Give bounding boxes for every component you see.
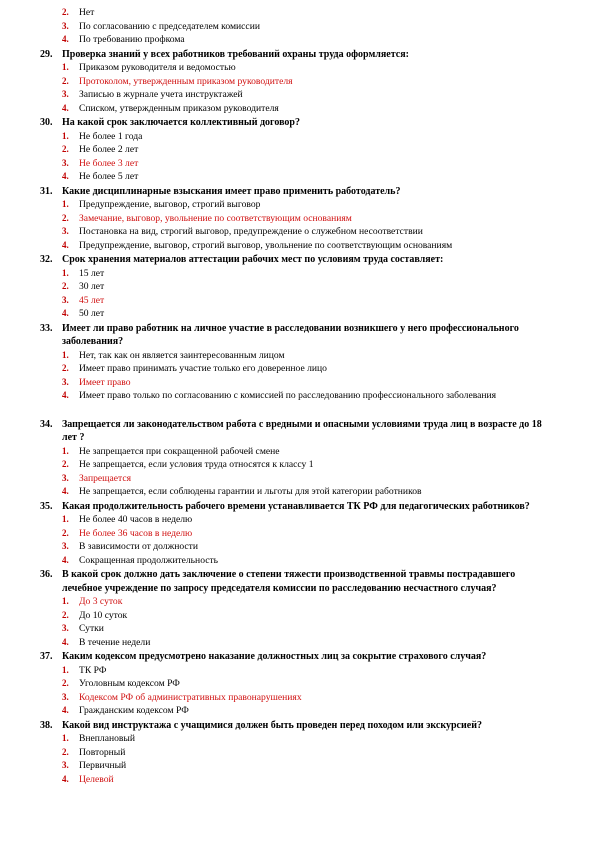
answer-option bbox=[0, 102, 595, 116]
answer-number: 1. bbox=[62, 664, 69, 675]
answer-text: До 3 суток bbox=[79, 596, 123, 607]
answer-option bbox=[0, 664, 595, 678]
answer-option bbox=[0, 759, 595, 773]
answer-number: 2. bbox=[62, 363, 69, 373]
answer-option bbox=[0, 225, 595, 239]
answer-text: Не более 2 лет bbox=[79, 144, 139, 155]
answer-number: 2. bbox=[62, 609, 69, 620]
answer-option bbox=[0, 677, 595, 691]
answer-number: 2. bbox=[62, 746, 69, 757]
answer-text: Приказом руководителя и ведомостью bbox=[79, 62, 236, 73]
answer-option bbox=[0, 198, 595, 212]
answer-option bbox=[0, 88, 595, 102]
answer-option-correct bbox=[0, 472, 595, 486]
answer-text: 30 лет bbox=[79, 281, 105, 292]
answer-option bbox=[0, 636, 595, 650]
answer-text: ТК РФ bbox=[79, 664, 107, 676]
answer-text: В зависимости от должности bbox=[79, 541, 198, 552]
answer-number: 1. bbox=[62, 62, 69, 72]
answer-option-correct bbox=[0, 773, 595, 787]
question bbox=[0, 322, 595, 349]
answer-text: По согласованию с председателем комиссии bbox=[79, 20, 260, 32]
answer-option bbox=[0, 143, 595, 157]
answer-number: 3. bbox=[62, 623, 69, 633]
answer-option-correct bbox=[0, 595, 595, 609]
question-number: 32. bbox=[40, 254, 53, 265]
answer-number: 3. bbox=[62, 376, 69, 387]
question-number: 35. bbox=[40, 500, 53, 512]
question-number: 29. bbox=[40, 48, 53, 60]
answer-option bbox=[0, 458, 595, 472]
answer-number: 4. bbox=[62, 636, 69, 647]
answer-text: Не более 36 часов в неделю bbox=[79, 527, 193, 539]
answer-option bbox=[0, 280, 595, 294]
answer-text: Списком, утвержденным приказом руководителя bbox=[79, 102, 279, 114]
answer-text: Не более 40 часов в неделю bbox=[79, 514, 193, 525]
answer-option-correct bbox=[0, 527, 595, 541]
answer-option bbox=[0, 362, 595, 376]
answer-text: 50 лет bbox=[79, 308, 105, 319]
answer-number: 1. bbox=[62, 445, 69, 456]
answer-option bbox=[0, 732, 595, 746]
answer-text: Гражданским кодексом РФ bbox=[79, 705, 189, 716]
answer-number: 4. bbox=[62, 705, 69, 715]
answer-number: 3. bbox=[62, 760, 69, 770]
answer-option bbox=[0, 389, 595, 403]
answer-number: 3. bbox=[62, 89, 69, 99]
question-text: Какой вид инструктажа с учащимися должен быть проведен перед походом или экскурсией? bbox=[62, 719, 482, 731]
question bbox=[0, 418, 595, 445]
answer-number: 4. bbox=[62, 171, 69, 181]
answer-text: 15 лет bbox=[79, 267, 105, 279]
answer-text: Запрещается bbox=[79, 472, 132, 484]
answer-text: Не более 1 года bbox=[79, 130, 143, 142]
answer-number: 2. bbox=[62, 527, 69, 538]
question-number: 37. bbox=[40, 651, 53, 662]
question bbox=[0, 719, 595, 733]
answer-option-correct bbox=[0, 294, 595, 308]
answer-number: 1. bbox=[62, 733, 69, 743]
answer-text: Записью в журнале учета инструктажей bbox=[79, 89, 243, 100]
answer-option bbox=[0, 33, 595, 47]
answer-option bbox=[0, 267, 595, 281]
section-gap bbox=[0, 403, 595, 417]
answer-option-correct bbox=[0, 75, 595, 89]
answer-text: В течение недели bbox=[79, 636, 151, 648]
question bbox=[0, 48, 595, 62]
answer-text: Не запрещается, если условия труда относятся к классу 1 bbox=[79, 459, 314, 470]
answer-option bbox=[0, 513, 595, 527]
question-number: 36. bbox=[40, 569, 53, 580]
answer-option bbox=[0, 170, 595, 184]
answer-option bbox=[0, 609, 595, 623]
answer-number: 2. bbox=[62, 212, 69, 223]
answer-number: 4. bbox=[62, 34, 69, 44]
question bbox=[0, 185, 595, 199]
answer-number: 1. bbox=[62, 596, 69, 606]
answer-number: 4. bbox=[62, 486, 69, 496]
answer-option bbox=[0, 239, 595, 253]
question-number: 31. bbox=[40, 185, 53, 197]
answer-option bbox=[0, 746, 595, 760]
question-number: 30. bbox=[40, 117, 53, 128]
answer-text: Повторный bbox=[79, 746, 126, 758]
answer-text: Внеплановый bbox=[79, 733, 136, 744]
question-number: 38. bbox=[40, 719, 53, 731]
answer-option bbox=[0, 349, 595, 363]
answer-number: 2. bbox=[62, 678, 69, 688]
answer-number: 2. bbox=[62, 459, 69, 469]
question-text: Срок хранения материалов аттестации рабочих мест по условиям труда составляет: bbox=[62, 254, 444, 265]
answer-text: Кодексом РФ об административных правонарушениях bbox=[79, 691, 302, 703]
question bbox=[0, 116, 595, 130]
question-text: В какой срок должно дать заключение о степени тяжести производственной травмы пострадавшего лечебное учреждение по запросу председателя комиссии по расследованию несчастного случая? bbox=[62, 569, 516, 594]
answer-number: 4. bbox=[62, 239, 69, 250]
answer-number: 1. bbox=[62, 130, 69, 141]
question-text: Проверка знаний у всех работников требований охраны труда оформляется: bbox=[62, 48, 409, 60]
question bbox=[0, 253, 595, 267]
answer-text: Сокращенная продолжительность bbox=[79, 554, 219, 566]
answer-option bbox=[0, 622, 595, 636]
answer-option bbox=[0, 130, 595, 144]
question-text: Каким кодексом предусмотрено наказание должностных лиц за сокрытие страхового случая? bbox=[62, 651, 487, 662]
answer-number: 3. bbox=[62, 691, 69, 702]
answer-number: 3. bbox=[62, 157, 69, 168]
answer-text: Нет, так как он является заинтересованным лицом bbox=[79, 349, 285, 361]
answer-option bbox=[0, 445, 595, 459]
answer-text: Первичный bbox=[79, 760, 127, 771]
answer-option bbox=[0, 307, 595, 321]
question-text: Какие дисциплинарные взыскания имеет право применить работодатель? bbox=[62, 185, 401, 197]
question-text: Запрещается ли законодательством работа с вредными и опасными условиями труда лиц в возрасте до 18 лет ? bbox=[62, 418, 542, 443]
answer-number: 4. bbox=[62, 773, 69, 784]
answer-text: Не более 5 лет bbox=[79, 171, 139, 182]
answer-option bbox=[0, 540, 595, 554]
answer-text: Уголовным кодексом РФ bbox=[79, 678, 180, 689]
answer-option-correct bbox=[0, 691, 595, 705]
answer-number: 2. bbox=[62, 281, 69, 291]
answer-text: По требованию профкома bbox=[79, 34, 185, 45]
answer-option bbox=[0, 704, 595, 718]
question bbox=[0, 568, 595, 595]
answer-text: Имеет право только по согласованию с комиссией по расследованию профессионального заболевания bbox=[79, 390, 497, 401]
answer-number: 4. bbox=[62, 308, 69, 318]
answer-option-correct bbox=[0, 376, 595, 390]
answer-number: 4. bbox=[62, 554, 69, 565]
answer-text: 45 лет bbox=[79, 294, 105, 306]
answer-text: Предупреждение, выговор, строгий выговор, увольнение по соответствующим основаниям bbox=[79, 239, 453, 251]
answer-number: 4. bbox=[62, 390, 69, 400]
answer-text: Не запрещается при сокращенной рабочей смене bbox=[79, 445, 280, 457]
answer-text: Постановка на вид, строгий выговор, предупреждение о служебном несоответствии bbox=[79, 226, 423, 237]
question-text: Имеет ли право работник на личное участие в расследовании возникшего у него профессионального заболевания? bbox=[62, 322, 519, 347]
answer-number: 1. bbox=[62, 199, 69, 209]
answer-text: Не более 3 лет bbox=[79, 157, 139, 169]
answer-text: Протоколом, утвержденным приказом руководителя bbox=[79, 75, 293, 87]
answer-text: Имеет право принимать участие только его доверенное лицо bbox=[79, 363, 327, 374]
answer-number: 1. bbox=[62, 349, 69, 360]
answer-option bbox=[0, 6, 595, 20]
answer-option bbox=[0, 485, 595, 499]
answer-number: 3. bbox=[62, 226, 69, 236]
question bbox=[0, 500, 595, 514]
answer-option bbox=[0, 61, 595, 75]
answer-number: 4. bbox=[62, 102, 69, 113]
answer-text: Имеет право bbox=[79, 376, 131, 388]
answer-number: 3. bbox=[62, 472, 69, 483]
answer-text: Предупреждение, выговор, строгий выговор bbox=[79, 199, 261, 210]
question-text: Какая продолжительность рабочего времени устанавливается ТК РФ для педагогических работников? bbox=[62, 500, 530, 512]
answer-text: Нет bbox=[79, 7, 95, 18]
answer-number: 1. bbox=[62, 514, 69, 524]
answer-text: До 10 суток bbox=[79, 609, 128, 621]
answer-option-correct bbox=[0, 212, 595, 226]
answer-text: Сутки bbox=[79, 623, 104, 634]
answer-option bbox=[0, 20, 595, 34]
question-text: На какой срок заключается коллективный договор? bbox=[62, 117, 300, 128]
answer-text: Не запрещается, если соблюдены гарантии и льготы для этой категории работников bbox=[79, 486, 422, 497]
question-number: 33. bbox=[40, 322, 53, 334]
answer-number: 2. bbox=[62, 75, 69, 86]
answer-option bbox=[0, 554, 595, 568]
answer-number: 2. bbox=[62, 144, 69, 154]
question-number: 34. bbox=[40, 418, 53, 430]
answer-number: 2. bbox=[62, 7, 69, 17]
document-page bbox=[0, 6, 595, 786]
answer-number: 3. bbox=[62, 20, 69, 31]
answer-option-correct bbox=[0, 157, 595, 171]
answer-number: 3. bbox=[62, 294, 69, 305]
question bbox=[0, 650, 595, 664]
answer-text: Целевой bbox=[79, 773, 114, 785]
answer-text: Замечание, выговор, увольнение по соответствующим основаниям bbox=[79, 212, 352, 224]
answer-number: 1. bbox=[62, 267, 69, 278]
answer-number: 3. bbox=[62, 541, 69, 551]
